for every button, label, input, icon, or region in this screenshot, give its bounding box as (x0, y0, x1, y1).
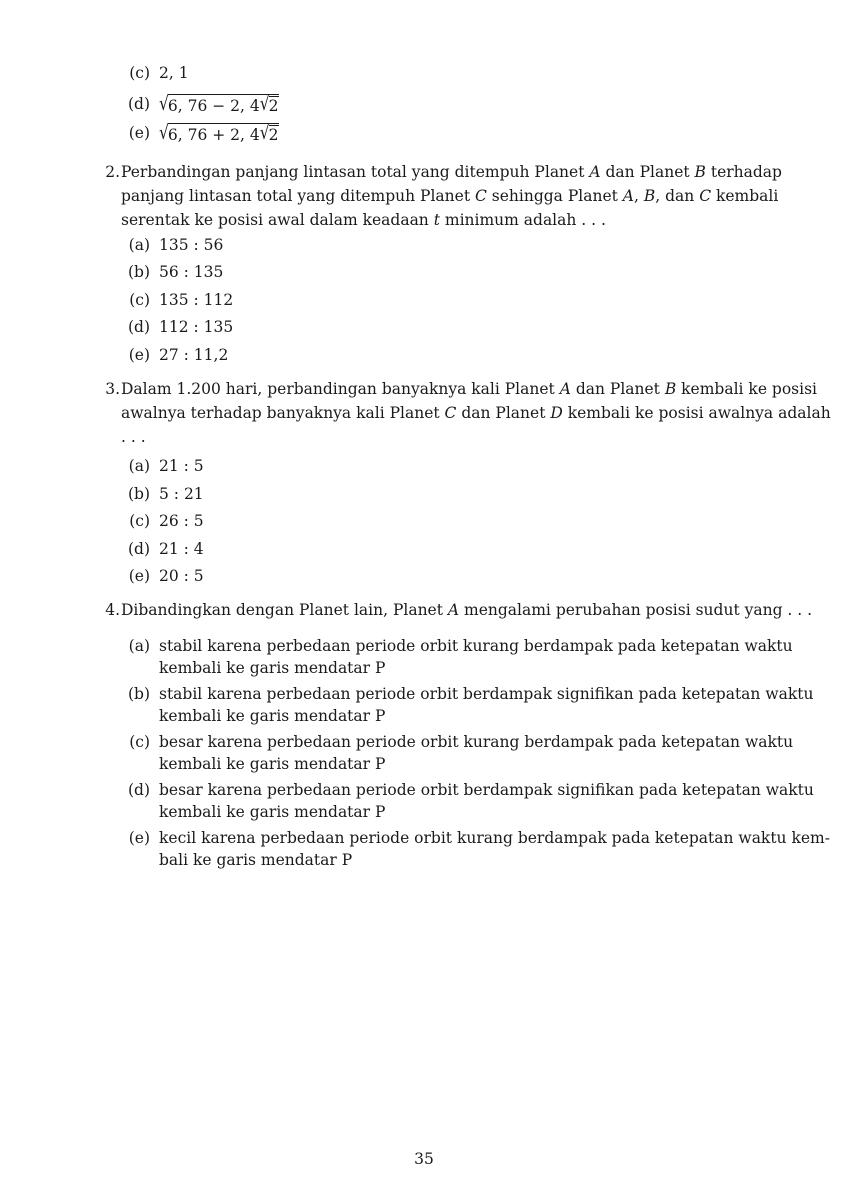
option-label: (d) (127, 95, 150, 113)
option-label: (b) (127, 485, 150, 503)
option-label: (c) (129, 64, 150, 82)
option-text-line: kembali ke garis mendatar P (159, 707, 386, 725)
option-text: 135 : 112 (159, 291, 234, 309)
option-label: (d) (127, 540, 150, 558)
option-label: (e) (128, 567, 150, 585)
option-label: (b) (127, 263, 150, 281)
question-number: 2. (105, 163, 120, 181)
page-number: 35 (414, 1150, 434, 1168)
option-label: (d) (127, 781, 150, 799)
option-text: 21 : 4 (159, 540, 204, 558)
option-text-line: stabil karena perbedaan periode orbit kurang berdampak pada ketepatan waktu (159, 637, 793, 655)
option-text: 56 : 135 (159, 263, 224, 281)
option-label: (a) (128, 457, 150, 475)
inner-radicand: 2 (268, 126, 279, 144)
option-text-line: besar karena perbedaan periode orbit kurang berdampak pada ketepatan waktu (159, 733, 794, 751)
option-formula (159, 94, 279, 116)
option-label: (e) (128, 124, 150, 142)
option-text-line: kecil karena perbedaan periode orbit kurang berdampak pada ketepatan waktu kem- (159, 829, 830, 847)
sqrt-symbol: √ (259, 92, 270, 115)
option-text: 27 : 11,2 (159, 346, 229, 364)
option-text-line: stabil karena perbedaan periode orbit berdampak signifikan pada ketepatan waktu (159, 685, 814, 703)
option-text: 5 : 21 (159, 485, 204, 503)
question-text-line: Perbandingan panjang lintasan total yang ditempuh Planet A dan Planet B terhadap (121, 163, 782, 181)
question-number: 4. (105, 601, 120, 619)
question-text-line: Dibandingkan dengan Planet lain, Planet A mengalami perubahan posisi sudut yang . . . (121, 601, 813, 619)
option-label: (d) (127, 318, 150, 336)
radicand: 6, 76 + 2, 4√2 (167, 121, 279, 144)
option-label: (a) (128, 236, 150, 254)
question-text-line: awalnya terhadap banyaknya kali Planet C dan Planet D kembali ke posisi awalnya adalah (121, 404, 831, 422)
option-label: (e) (128, 346, 150, 364)
sqrt-symbol: √ (159, 121, 169, 144)
option-text-line: besar karena perbedaan periode orbit berdampak signifikan pada ketepatan waktu (159, 781, 814, 799)
inner-radicand: 2 (268, 97, 279, 115)
option-label: (b) (127, 685, 150, 703)
question-text-line: panjang lintasan total yang ditempuh Planet C sehingga Planet A, B, dan C kembali (121, 187, 779, 205)
option-label: (c) (129, 733, 150, 751)
sqrt-symbol: √ (259, 121, 270, 144)
radicand: 6, 76 − 2, 4√2 (167, 92, 279, 115)
option-label: (e) (128, 829, 150, 847)
sqrt-symbol: √ (159, 92, 169, 115)
question-text-line: . . . (121, 428, 146, 446)
option-text-line: kembali ke garis mendatar P (159, 659, 386, 677)
option-text: 2, 1 (159, 64, 189, 82)
option-label: (a) (128, 637, 150, 655)
question-text-line: Dalam 1.200 hari, perbandingan banyaknya kali Planet A dan Planet B kembali ke posisi (121, 380, 817, 398)
question-number: 3. (105, 380, 120, 398)
option-label: (c) (129, 291, 150, 309)
option-label: (c) (129, 512, 150, 530)
option-text-line: kembali ke garis mendatar P (159, 803, 386, 821)
option-text-line: bali ke garis mendatar P (159, 851, 353, 869)
option-text-line: kembali ke garis mendatar P (159, 755, 386, 773)
option-text: 26 : 5 (159, 512, 204, 530)
question-text-line: serentak ke posisi awal dalam keadaan t minimum adalah . . . (121, 211, 606, 229)
option-text: 20 : 5 (159, 567, 204, 585)
option-text: 135 : 56 (159, 236, 224, 254)
option-text: 112 : 135 (159, 318, 234, 336)
option-text: 21 : 5 (159, 457, 204, 475)
option-formula (159, 123, 279, 145)
